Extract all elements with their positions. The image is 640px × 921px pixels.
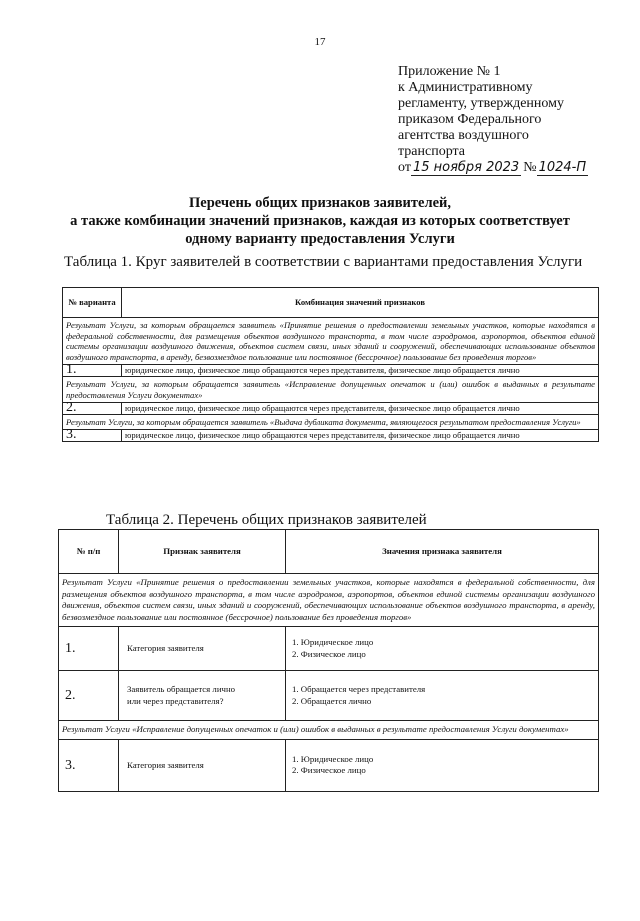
feature-line: или через представителя? bbox=[127, 695, 224, 706]
appendix-line: к Административному bbox=[398, 80, 533, 95]
table2 bbox=[58, 529, 599, 792]
order-date-line bbox=[398, 160, 628, 176]
table1-header-variant: № варианта bbox=[63, 288, 122, 318]
table2-header-feature: Признак заявителя bbox=[119, 530, 286, 574]
table2-row-number: 1. bbox=[59, 627, 119, 671]
table1-variant-number: 1. bbox=[63, 365, 122, 377]
appendix-line: Приложение № 1 bbox=[398, 64, 501, 79]
table2-values bbox=[286, 671, 599, 721]
value-option: 2. Физическое лицо bbox=[292, 648, 366, 659]
table1-variant-value: юридическое лицо, физическое лицо обращаются через представителя, физическое лицо обращается лично bbox=[122, 430, 599, 442]
appendix-block bbox=[398, 64, 628, 176]
page-number: 17 bbox=[314, 36, 326, 48]
table2-result: Результат Услуги «Принятие решения о предоставлении земельных участков, которые находятся в федеральной собственности, для размещения объектов воздушного транспорта, в том числе аэродромов, аэропортов, объектов единой системы организации воздушного движения, объектов систем связи, иных зданий и сооружений, обеспечивающих использование объектов воздушного транспорта, в аренду, безвозмездное пользование или постоянное (бессрочное) пользование без проведения торгов» bbox=[59, 574, 599, 627]
table1-variant-value: юридическое лицо, физическое лицо обращаются через представителя, физическое лицо обращается лично bbox=[122, 403, 599, 415]
document-title bbox=[40, 194, 600, 248]
appendix-line: приказом Федерального bbox=[398, 112, 542, 127]
appendix-line: агентства воздушного bbox=[398, 128, 529, 143]
feature-line: Заявитель обращается лично bbox=[127, 684, 236, 695]
value-option: 2. Физическое лицо bbox=[292, 765, 366, 776]
table1-variant-number: 3. bbox=[63, 430, 122, 442]
table2-feature: Категория заявителя bbox=[119, 739, 286, 791]
value-option: 1. Обращается через представителя bbox=[292, 684, 426, 695]
value-option: 1. Юридическое лицо bbox=[292, 753, 374, 764]
title-line: одному варианту предоставления Услуги bbox=[185, 231, 455, 247]
table2-row-number: 3. bbox=[59, 739, 119, 791]
table2-feature bbox=[119, 671, 286, 721]
appendix-line: транспорта bbox=[398, 144, 466, 159]
table1-variant-number: 2. bbox=[63, 403, 122, 415]
table2-result: Результат Услуги «Исправление допущенных опечаток и (или) ошибок в выданных в результате предоставления Услуги документах» bbox=[59, 721, 599, 740]
table2-header-values: Значения признака заявителя bbox=[286, 530, 599, 574]
title-line: Перечень общих признаков заявителей, bbox=[188, 195, 451, 211]
date-prefix: от bbox=[398, 160, 411, 175]
table2-values bbox=[286, 627, 599, 671]
table1 bbox=[62, 287, 599, 442]
title-line: а также комбинации значений признаков, каждая из которых соответствует bbox=[70, 213, 570, 229]
table1-caption: Таблица 1. Круг заявителей в соответствии с вариантами предоставления Услуги bbox=[64, 254, 583, 270]
table2-values bbox=[286, 739, 599, 791]
value-option: 2. Обращается лично bbox=[292, 695, 372, 706]
value-option: 1. Юридическое лицо bbox=[292, 637, 374, 648]
handwritten-number: 1024-П bbox=[538, 160, 587, 175]
table2-row-number: 2. bbox=[59, 671, 119, 721]
table1-result: Результат Услуги, за которым обращается заявитель «Исправление допущенных опечаток и (или) ошибок в выданных в результате предоставления Услуги документах» bbox=[63, 376, 599, 402]
number-prefix: № bbox=[523, 160, 537, 175]
appendix-line: регламенту, утвержденному bbox=[398, 96, 564, 111]
handwritten-date: 15 ноября 2023 bbox=[412, 160, 520, 175]
table1-result: Результат Услуги, за которым обращается заявитель «Выдача дубликата документа, являющегося результатом предоставления Услуги» bbox=[63, 414, 599, 430]
table1-header-combination: Комбинация значений признаков bbox=[122, 288, 599, 318]
table2-caption: Таблица 2. Перечень общих признаков заявителей bbox=[106, 512, 427, 528]
table2-header-number: № п/п bbox=[59, 530, 119, 574]
table1-variant-value: юридическое лицо, физическое лицо обращаются через представителя, физическое лицо обращается лично bbox=[122, 365, 599, 377]
table2-feature: Категория заявителя bbox=[119, 627, 286, 671]
table1-result: Результат Услуги, за которым обращается заявитель «Принятие решения о предоставлении земельных участков, которые находятся в федеральной собственности, для размещения объектов воздушного транспорта, в том числе аэродромов, аэропортов, объектов единой системы организации воздушного движения, объектов систем связи, иных зданий и сооружений, обеспечивающих использование объектов воздушного транспорта, в аренду, безвозмездное пользование или постоянное (бессрочное) пользование без проведения торгов» bbox=[63, 318, 599, 365]
